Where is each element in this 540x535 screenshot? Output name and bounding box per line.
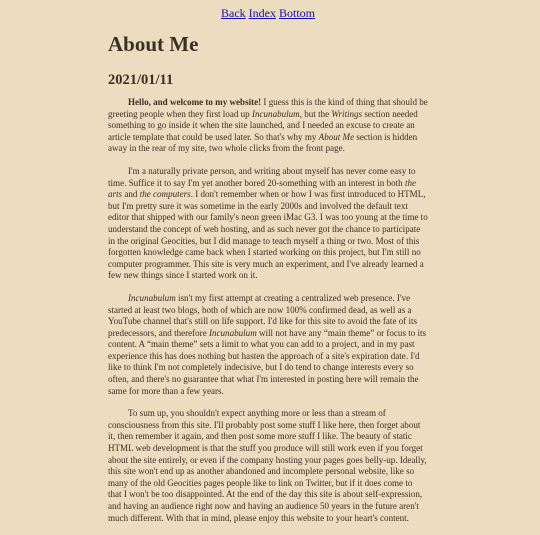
nav-bottom-link[interactable]: Bottom bbox=[278, 6, 315, 20]
paragraph-history: Incunabulum isn't my first attempt at creating a centralized web presence. I've started at least two blogs, both of which are now 100% confirmed dead, as well as a YouTube channel that's still on life support. I'd like for this site to avoid the fate of its predecessors, and therefore Incunabulum will not have any “main theme” or focus to its content. A “main theme” sets a limit to what you can add to a project, and in my past experience this has does nothing but hasten the approach of a site's expiration date. I'd like to think I'm not completely indecisive, but I do tend to change interests every so often, and there's no guarantee that what I'm interested in posting here will remain the same for more than a few years. bbox=[108, 292, 427, 396]
top-nav bbox=[108, 0, 428, 20]
nav-back-link[interactable]: Back bbox=[221, 6, 246, 20]
page-title: About Me bbox=[108, 32, 199, 56]
post-date: 2021/01/11 bbox=[108, 72, 174, 88]
nav-index-link[interactable]: Index bbox=[248, 6, 276, 20]
paragraph-intro: Hello, and welcome to my website! I guess this is the kind of thing that should be greeting people when they first load up Incunabulum, but the Writings section needed something to go inside it when the site launched, and I needed an excuse to create an article template that could be used later. So that's why my About Me section is hidden away in the rear of my site, two whole clicks from the front page. bbox=[108, 97, 428, 154]
paragraph-summary: To sum up, you shouldn't expect anything more or less than a stream of consciousness from this site. I'll probably post some stuff I like here, then forget about it, then remember it again, and then post some more stuff I like. The beauty of static HTML web development is that the stuff you produce will still work even if you forget about the site entirely, or even if the company hosting your pages goes belly-up. Ideally, this site won't end up as another abandoned and incomplete personal website, like so many of the old Geocities pages people like to link on Twitter, but if it does come to that I won't be too disappointed. At the end of the day this site is about self-expression, and having an audience right now and having an audience 50 years in the future aren't much different. With that in mind, please enjoy this website to your heart's content. bbox=[108, 408, 427, 523]
article-body bbox=[108, 97, 428, 524]
paragraph-background: I'm a naturally private person, and writing about myself has never come easy to time. Suffice it to say I'm yet another bored 20-something with an interest in both the arts and the computers. I don't remember when or how I was first introduced to HTML, but I'm pretty sure it was sometime in the early 2000s and involved the default text editor that shipped with our family's neon green iMac G3. I was too young at the time to understand the concept of web hosting, and as such never got the chance to participate in the original Geocities, but I did manage to teach myself a thing or two. Most of this forgotten knowledge came back when I started working on this project, but I'm still no computer programmer. This site is very much an experiment, and I've already learned a few new things since I started work on it. bbox=[108, 165, 428, 281]
greeting-bold: Hello, and welcome to my website! bbox=[128, 97, 262, 107]
page-wrapper bbox=[108, 0, 428, 535]
